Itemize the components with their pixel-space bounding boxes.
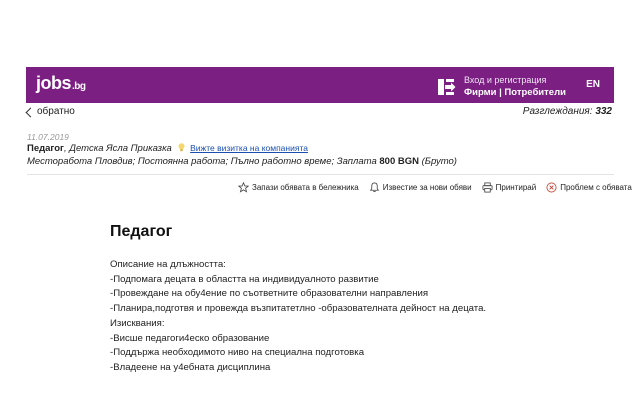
description-line: -Провеждане на обу4ение по съответните образователни направления [110,288,429,300]
listing-title-line [27,143,308,154]
language-switch[interactable]: EN [586,79,600,90]
description-line: -Подпомага децата в областта на индивидуалното развитие [110,273,379,285]
description-line: -Поддържа необходимото ниво на специална подготовка [110,347,365,359]
print-label: Принтирай [495,183,537,192]
salary-note: (Бруто) [418,156,457,167]
divider [27,174,614,175]
listing-date: 11.07.2019 [27,132,69,142]
description-line: Изисквания: [110,317,165,329]
lightbulb-icon [178,143,185,152]
description-line: -Висше педагоги4еско образование [110,332,270,344]
printer-icon [482,182,493,193]
description-line: -Планира,подготвя и провежда възпитатетлно -образователната дейност на децата. [110,303,487,315]
description-line: Описание на длъжността: [110,259,226,270]
star-icon [238,182,249,193]
views-counter [523,106,612,117]
login-register-text: Вход и регистрация [464,75,547,85]
views-count: 332 [595,106,612,117]
print-button[interactable] [482,182,537,193]
bell-icon [369,182,380,193]
salary-value: 800 BGN [379,156,419,167]
back-label: обратно [37,106,75,117]
company-name: , Детска Ясла Приказка [64,143,172,154]
problem-icon [546,182,557,193]
new-listings-alert-button[interactable] [369,182,472,193]
report-problem-button[interactable] [546,182,632,193]
chevron-left-icon [26,107,36,117]
logo-main: jobs [36,73,72,93]
description-line: -Владеене на у4ебната дисциплина [110,361,271,373]
alert-label: Известие за нови обяви [382,183,472,192]
listing-meta [27,156,457,167]
save-listing-label: Запази обявата в бележника [252,183,359,192]
companies-users-text: Фирми | Потребители [464,87,566,98]
back-link[interactable] [27,106,75,117]
job-title: Педагог [110,223,173,240]
logo-suffix: .bg [72,81,86,92]
save-listing-button[interactable] [238,182,359,193]
listing-actions [238,182,632,193]
meta-text: Месторабота Пловдив; Постоянна работа; Пълно работно време; Заплата [27,156,380,167]
site-logo[interactable] [36,73,86,94]
problem-label: Проблем с обявата [560,183,632,192]
job-description [110,258,486,376]
site-header [26,67,614,103]
company-profile-link[interactable]: Вижте визитка на компанията [190,143,308,153]
position-title: Педагог [27,143,65,154]
views-label: Разглеждания: [522,106,593,117]
login-icon [436,76,458,98]
